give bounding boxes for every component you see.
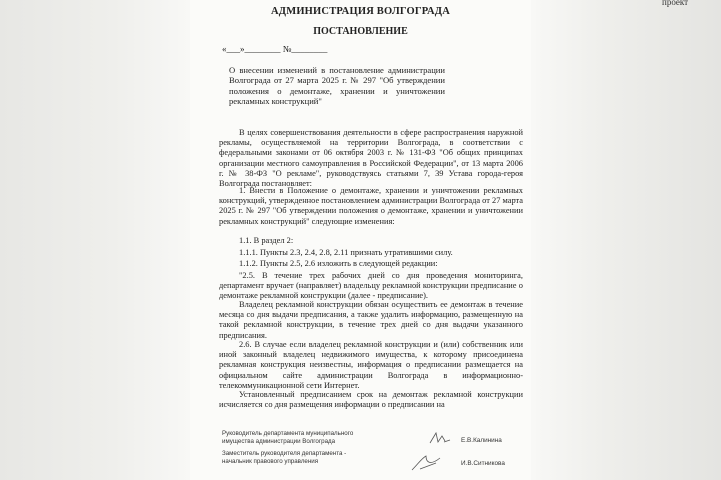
page-shadow-right	[531, 0, 721, 480]
clause-2-5-continued: Владелец рекламной конструкции обязан осуществить ее демонтаж в течение месяца со дня выдачи предписания, а также удалить информацию, размещенную на такой рекламной конструкции, в течение трех дней со дня выдачи указанного предписания.	[219, 300, 523, 340]
signature-1-title: Руководитель департамента муниципального имущества администрации Волгограда	[222, 430, 354, 445]
item-1-1-1: 1.1.1. Пункты 2.3, 2.4, 2.8, 2.11 признать утратившими силу.	[239, 248, 453, 257]
page-shadow-left	[0, 0, 190, 480]
handwritten-signature-1	[428, 430, 452, 446]
signature-2-title: Заместитель руководителя департамента - начальник правового управления	[222, 450, 347, 465]
authority-title: АДМИНИСТРАЦИЯ ВОЛГОГРАДА	[271, 6, 450, 17]
clause-2-6: 2.6. В случае если владелец рекламной конструкции и (или) собственник или иной законный владелец недвижимого имущества, к которому присоединена рекламная конструкция неизвестны, информация о предписании размещается на официальном сайте администрации Волгограда в информационно-телекоммуникационной сети Интернет.	[219, 340, 523, 390]
clause-last-paragraph: Установленный предписанием срок на демонтаж рекламной конструкции исчисляется со дня размещения информации о предписании на	[219, 390, 523, 410]
signature-2-name: И.В.Ситникова	[461, 460, 505, 467]
signature-1-name: Е.В.Калинина	[461, 437, 502, 444]
handwritten-signature-2	[410, 454, 444, 472]
clause-2-5: "2.5. В течение трех рабочих дней со дня проведения мониторинга, департамент вручает (направляет) владельцу рекламной конструкции предписание о демонтаже рекламной конструкции (далее - предписание).	[219, 271, 523, 301]
draft-label: проект	[662, 0, 689, 7]
document-subject: О внесении изменений в постановление администрации Волгограда от 27 марта 2025 г. № 297 "Об утверждении положения о демонтаже, хранении и уничтожении рекламных конструкций"	[229, 65, 445, 107]
date-number-line: «___»________ №________	[222, 44, 328, 54]
item-1-1-2: 1.1.2. Пункты 2.5, 2.6 изложить в следующей редакции:	[239, 259, 438, 268]
document-type-title: ПОСТАНОВЛЕНИЕ	[313, 26, 408, 37]
item-1-paragraph: 1. Внести в Положение о демонтаже, хранении и уничтожении рекламных конструкций, утвержденное постановлением администрации Волгограда от 27 марта 2025 г. № 297 "Об утверждении положения о демонтаже, хранении и уничтожении рекламных конструкций" следующие изменения:	[219, 186, 523, 226]
item-1-1: 1.1. В раздел 2:	[239, 236, 294, 245]
preamble-paragraph: В целях совершенствования деятельности в сфере распространения наружной рекламы, осуществляемой на территории Волгограда, в соответствии с федеральными законами от 06 октября 2003 г. № 131-ФЗ "Об общих принципах организации местного самоуправления в Российской Федерации", от 13 марта 2006 г. № 38-ФЗ "О рекламе", руководствуясь статьями 7, 39 Устава города-героя Волгограда постановляет:	[219, 128, 523, 189]
